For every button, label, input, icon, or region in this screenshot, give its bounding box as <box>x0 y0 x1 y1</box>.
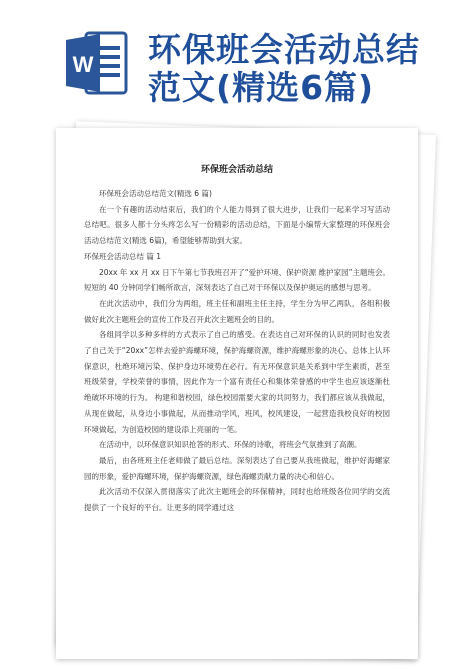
doc-paragraph: 各组同学以多种多样的方式表示了自己的感受。在表达自己对环保的认识的同时也发表了自己关于“20xx”怎样去爱护海螺环境，保护海螺资源，维护海螺形象的决心。总体上认环保意识，杜绝环境污染、保护身边环境势在必行。有无环保意识是关系到中学生素质，甚至班级荣誉，学校荣誉的事情，因此作为一个富有责任心和集体荣誉感的中学生也应该逐渐杜绝破坏环境的行为。 构建和谐校园，绿色校园需要大家的共同努力，我们都应该从我做起，从现在做起，从身边小事做起，从而推动学风，班风，校风建设，一起营造我校良好的校园环境做起，为创造校园的建设添上亮丽的一笔。 <box>84 330 390 434</box>
doc-paragraph: 20xx 年 xx 月 xx 日下午第七节我班召开了“爱护环境、保护资源 维护家园”主题班会。短短的 40 分钟同学们畅所欲言，深刻表达了自己对于环保以及保护奥运的感想与思考。 <box>84 267 390 293</box>
doc-paragraph: 在一个有趣的活动结束后，我们的个人能力得到了很大进步，让我们一起来学习写活动总结吧。很多人都十分头疼怎么写一份精彩的活动总结，下面是小编帮大家整理的环保班会活动总结范文(精选 6篇)，希望能够帮助到大家。 <box>84 204 390 246</box>
page-title-line-2: 范文(精选6篇) <box>148 68 375 107</box>
document-title: 环保班会活动总结 <box>200 165 273 175</box>
doc-paragraph: 在活动中，以环保意识知识抢答的形式、环保的诗歌，将班会气氛推到了高潮。 <box>99 440 362 450</box>
document-content <box>84 164 390 516</box>
doc-paragraph: 在此次活动中，我们分为两组，班主任和副班主任主持，学生分为甲乙两队，各组积极做好此次主题班会的宣传工作及召开此次主题班会的目的。 <box>84 298 390 324</box>
doc-section-heading: 环保班会活动总结 篇 1 <box>84 251 162 261</box>
doc-paragraph: 此次活动不仅深入贯彻落实了此次主题班会的环保精神，同时也给班级各位同学的交流提供了一个良好的平台。让更多的同学通过这 <box>84 487 390 513</box>
word-icon-letter: W <box>72 52 94 77</box>
document-page <box>56 128 418 659</box>
doc-paragraph: 最后，由各班班主任老师做了最后总结。深刻表达了自己要从我班做起，维护好海螺家园的形象，爱护海螺环境，保护海螺资源，绿色海螺贡献力量的决心和信心。 <box>84 455 390 481</box>
header-banner <box>0 0 474 120</box>
word-document-icon <box>64 30 130 96</box>
page-title-line-1: 环保班会活动总结 <box>148 30 420 69</box>
doc-subtitle: 环保班会活动总结范文(精选 6 篇) <box>99 189 212 198</box>
